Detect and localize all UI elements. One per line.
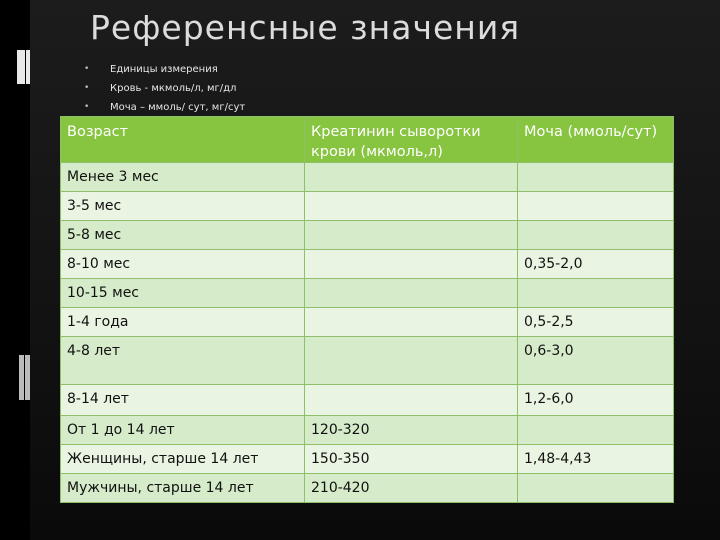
accent-bar (26, 50, 30, 84)
cell-urine (518, 192, 674, 221)
table-row (61, 221, 674, 250)
cell-serum (305, 337, 518, 385)
reference-table (60, 116, 674, 503)
cell-serum (305, 163, 518, 192)
table-row (61, 308, 674, 337)
cell-age: 3-5 мес (61, 192, 305, 221)
table-row (61, 192, 674, 221)
table-row (61, 250, 674, 279)
cell-urine (518, 416, 674, 445)
cell-serum (305, 308, 518, 337)
cell-urine (518, 279, 674, 308)
bullet-item (84, 79, 245, 98)
cell-serum (305, 250, 518, 279)
cell-urine (518, 474, 674, 503)
bullet-text: Моча – ммоль/ сут, мг/сут (110, 102, 246, 113)
table-row (61, 416, 674, 445)
slide-title: Референсные значения (90, 8, 521, 47)
accent-bar (17, 50, 25, 84)
cell-age: Женщины, старше 14 лет (61, 445, 305, 474)
cell-serum: 210-420 (305, 474, 518, 503)
header-serum: Креатинин сыворотки крови (мкмоль,л) (305, 117, 518, 163)
cell-serum: 150-350 (305, 445, 518, 474)
cell-age: 4-8 лет (61, 337, 305, 385)
cell-age: Менее 3 мес (61, 163, 305, 192)
table-row (61, 337, 674, 385)
cell-urine: 1,2-6,0 (518, 385, 674, 416)
cell-age: 10-15 мес (61, 279, 305, 308)
cell-age: От 1 до 14 лет (61, 416, 305, 445)
cell-urine (518, 221, 674, 250)
bullet-dot-icon: • (84, 102, 90, 112)
cell-age: 8-10 мес (61, 250, 305, 279)
header-urine: Моча (ммоль/сут) (518, 117, 674, 163)
bullet-item (84, 98, 245, 117)
table-row (61, 445, 674, 474)
cell-urine: 0,35-2,0 (518, 250, 674, 279)
cell-age: 5-8 мес (61, 221, 305, 250)
cell-serum (305, 192, 518, 221)
cell-urine: 1,48-4,43 (518, 445, 674, 474)
cell-urine (518, 163, 674, 192)
cell-age: Мужчины, старше 14 лет (61, 474, 305, 503)
bullet-dot-icon: • (84, 83, 90, 93)
cell-age: 8-14 лет (61, 385, 305, 416)
cell-urine: 0,5-2,5 (518, 308, 674, 337)
table-header-row (61, 117, 674, 163)
accent-bar (25, 355, 30, 400)
header-age: Возраст (61, 117, 305, 163)
cell-serum (305, 221, 518, 250)
bullet-list (84, 60, 245, 117)
bullet-dot-icon: • (84, 64, 90, 74)
cell-urine: 0,6-3,0 (518, 337, 674, 385)
accent-bar (19, 355, 24, 400)
table-row (61, 474, 674, 503)
cell-serum: 120-320 (305, 416, 518, 445)
table-row (61, 385, 674, 416)
cell-serum (305, 279, 518, 308)
table-row (61, 163, 674, 192)
cell-serum (305, 385, 518, 416)
cell-age: 1-4 года (61, 308, 305, 337)
bullet-item (84, 60, 245, 79)
table-row (61, 279, 674, 308)
bullet-text: Единицы измерения (110, 64, 218, 75)
bullet-text: Кровь - мкмоль/л, мг/дл (110, 83, 237, 94)
